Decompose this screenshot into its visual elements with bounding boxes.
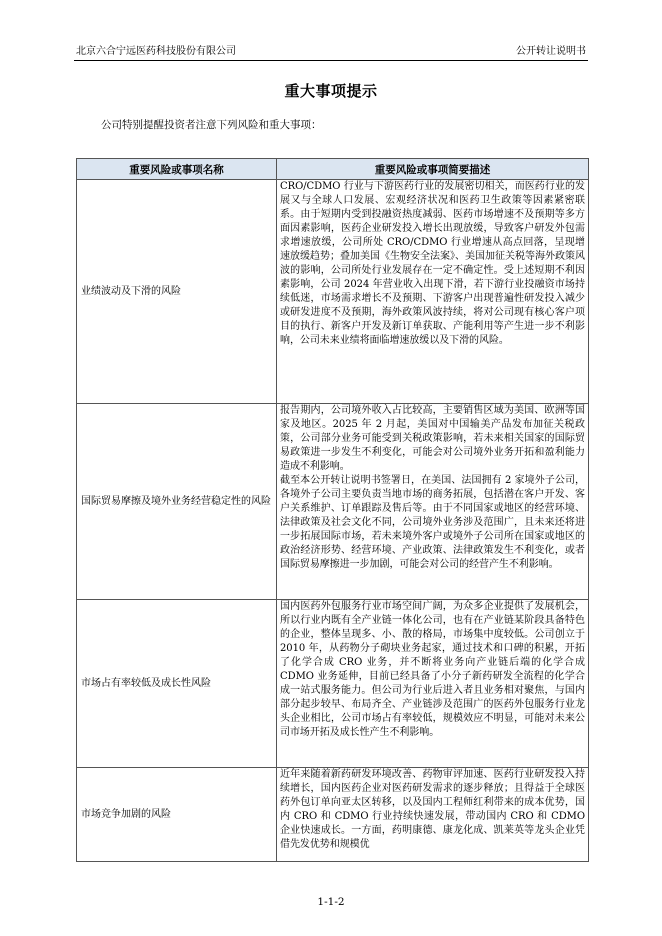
risk-description-paragraph: 近年来随着新药研发环境改善、药物审评加速、医药行业研发投入持续增长，国内医药企业对医药研发需求的逐步释放；且得益于全球医药外包订单向亚太区转移，以及国内工程师红利带来的成本优势，国内 CRO 和 CDMO 行业持续快速发展，带动国内 CRO 和 CDMO 企业快速成长。一方面，药明康德、康龙化成、凯莱英等龙头企业凭借先发优势和规模优 (280, 769, 585, 850)
risk-table (76, 158, 589, 862)
risk-description-paragraph: 国内医药外包服务行业市场空间广阔，为众多企业提供了发展机会，所以行业内既有全产业链一体化公司，也有在产业链某阶段具备特色的企业，整体呈现多、小、散的格局，市场集中度较低。公司创立于 2010 年，从药物分子砌块业务起家，通过技术和口碑的积累，开拓了化学合成 CRO 业务，并不断将业务向产业链后端的化学合成 CDMO 业务延伸，目前已经具备了小分子新药研发全流程的化学合成一站式服务能力。但公司为行业后进入者且业务相对聚焦，与国内部分起步较早、布局齐全、产业链涉及范围广的医药外包服务行业龙头企业相比，公司市场占有率较低，规模效应不明显，可能对未来公司市场开拓及成长性产生不利影响。 (280, 601, 585, 738)
header-company-name: 北京六合宁远医药科技股份有限公司 (76, 46, 236, 57)
risk-name: 市场竞争加剧的风险 (77, 768, 277, 862)
risk-description-paragraph: 报告期内，公司境外收入占比较高，主要销售区域为美国、欧洲等国家及地区。2025 年 2 月起，美国对中国输美产品发布加征关税政策，公司部分业务可能受到关税政策影响，若未来相关国家的国际贸易政策进一步发生不利变化，可能会对公司境外业务开拓和盈利能力造成不利影响。 (280, 405, 585, 472)
risk-description (277, 180, 589, 404)
risk-description (277, 404, 589, 600)
risk-description (277, 600, 589, 768)
header-document-type: 公开转让说明书 (516, 46, 586, 57)
table-row (77, 404, 589, 600)
risk-name: 国际贸易摩擦及境外业务经营稳定性的风险 (77, 404, 277, 600)
risk-description (277, 768, 589, 862)
risk-description-paragraph: CRO/CDMO 行业与下游医药行业的发展密切相关，而医药行业的发展又与全球人口发展、宏观经济状况和医药卫生政策等因素紧密联系。由于短期内受到投融资热度减弱、医药市场增速不及预期等多方面因素影响，医药企业研发投入增长出现放缓，导致客户研发外包需求增速放缓，公司所处 CRO/CDMO 行业增速从高点回落，呈现增速放缓趋势；叠加美国《生物安全法案》、美国加征关税等海外政策风波的影响，公司所处行业发展存在一定不确定性。受上述短期不利因素影响，公司 2024 年营业收入出现下滑，若下游行业投融资市场持续低迷，市场需求增长不及预期、下游客户出现普遍性研发投入减少或研发进度不及预期，海外政策风波持续，将对公司现有核心客户项目的执行、新客户开发及新订单获取、产能利用等产生进一步不利影响，公司未来业绩将面临增速放缓以及下滑的风险。 (280, 181, 585, 346)
risk-name: 业绩波动及下滑的风险 (77, 180, 277, 404)
table-header-row (77, 159, 589, 180)
intro-text: 公司特别提醒投资者注意下列风险和重大事项： (101, 119, 322, 131)
table-row (77, 768, 589, 862)
page-number: 1-1-2 (317, 896, 345, 908)
risk-description-paragraph: 截至本公开转让说明书签署日，在美国、法国拥有 2 家境外子公司，各境外子公司主要负责当地市场的商务拓展，包括潜在客户开发、客户关系维护、订单跟踪及售后等。由于不同国家或地区的经营环境、法律政策及社会文化不同，公司境外业务涉及范围广，且未来还将进一步拓展国际市场，若未来境外客户或境外子公司所在国家或地区的政治经济形势、经营环境、产业政策、法律政策发生不利变化，或者国际贸易摩擦进一步加剧，可能会对公司的经营产生不利影响。 (280, 475, 585, 570)
column-header-risk-name: 重要风险或事项名称 (77, 159, 277, 180)
column-header-risk-description: 重要风险或事项简要描述 (277, 159, 589, 180)
table-row (77, 180, 589, 404)
page-title: 重大事项提示 (284, 82, 378, 100)
risk-name: 市场占有率较低及成长性风险 (77, 600, 277, 768)
table-row (77, 600, 589, 768)
page-header (74, 44, 588, 61)
